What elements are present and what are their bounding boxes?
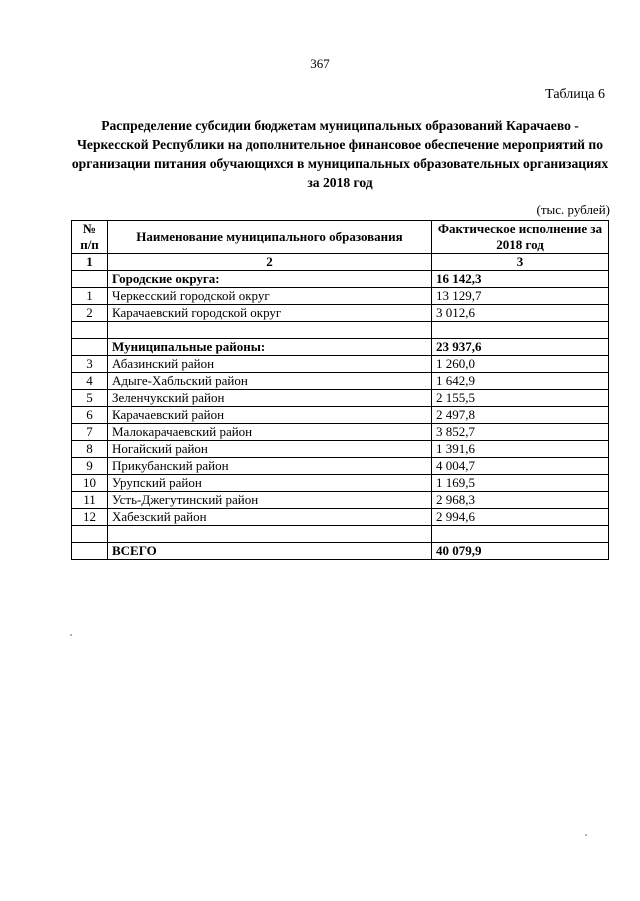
table-row bbox=[72, 509, 609, 526]
row-number bbox=[72, 339, 108, 356]
table-row bbox=[72, 390, 609, 407]
row-value: 1 391,6 bbox=[432, 441, 609, 458]
scan-speck bbox=[585, 834, 587, 836]
row-number: 2 bbox=[72, 305, 108, 322]
row-value: 2 497,8 bbox=[432, 407, 609, 424]
page-number: 367 bbox=[310, 56, 330, 71]
row-value: 13 129,7 bbox=[432, 288, 609, 305]
units-label: (тыс. рублей) bbox=[536, 202, 610, 217]
row-number: 5 bbox=[72, 390, 108, 407]
table-row bbox=[72, 441, 609, 458]
row-number: 9 bbox=[72, 458, 108, 475]
row-name: Урупский район bbox=[108, 475, 432, 492]
row-number: 8 bbox=[72, 441, 108, 458]
empty-row bbox=[72, 526, 609, 543]
row-number: 4 bbox=[72, 373, 108, 390]
table-row bbox=[72, 356, 609, 373]
row-value: 2 155,5 bbox=[432, 390, 609, 407]
row-number: 3 bbox=[72, 356, 108, 373]
total-row bbox=[72, 543, 609, 560]
empty-row bbox=[72, 322, 609, 339]
table-row bbox=[72, 288, 609, 305]
row-number: 10 bbox=[72, 475, 108, 492]
row-number: 1 bbox=[72, 288, 108, 305]
row-number: 7 bbox=[72, 424, 108, 441]
row-value: 1 260,0 bbox=[432, 356, 609, 373]
row-value: 2 968,3 bbox=[432, 492, 609, 509]
row-name: Прикубанский район bbox=[108, 458, 432, 475]
column-number: 3 bbox=[432, 254, 609, 271]
scan-speck bbox=[70, 634, 72, 636]
row-name: Карачаевский городской округ bbox=[108, 305, 432, 322]
section-label: Городские округа: bbox=[108, 271, 432, 288]
row-value: 3 852,7 bbox=[432, 424, 609, 441]
row-name: Карачаевский район bbox=[108, 407, 432, 424]
row-value: 1 169,5 bbox=[432, 475, 609, 492]
row-name: Малокарачаевский район bbox=[108, 424, 432, 441]
row-name: Черкесский городской округ bbox=[108, 288, 432, 305]
table-row bbox=[72, 373, 609, 390]
table-row bbox=[72, 424, 609, 441]
row-number: 6 bbox=[72, 407, 108, 424]
row-number bbox=[72, 271, 108, 288]
header-value: Фактическое исполнение за 2018 год bbox=[432, 221, 609, 254]
row-name: Адыге-Хабльский район bbox=[108, 373, 432, 390]
row-value: 3 012,6 bbox=[432, 305, 609, 322]
row-name: Усть-Джегутинский район bbox=[108, 492, 432, 509]
row-name: Зеленчукский район bbox=[108, 390, 432, 407]
table-row bbox=[72, 492, 609, 509]
total-value: 40 079,9 bbox=[432, 543, 609, 560]
table-row bbox=[72, 407, 609, 424]
section-label: Муниципальные районы: bbox=[108, 339, 432, 356]
header-name: Наименование муниципального образования bbox=[108, 221, 432, 254]
row-name: Абазинский район bbox=[108, 356, 432, 373]
row-value: 1 642,9 bbox=[432, 373, 609, 390]
row-value: 2 994,6 bbox=[432, 509, 609, 526]
table-label: Таблица 6 bbox=[545, 87, 605, 102]
row-number bbox=[72, 543, 108, 560]
section-total: 16 142,3 bbox=[432, 271, 609, 288]
column-number: 1 bbox=[72, 254, 108, 271]
subsidy-table bbox=[71, 220, 609, 560]
section-row-districts bbox=[72, 339, 609, 356]
column-number-row bbox=[72, 254, 609, 271]
row-number: 11 bbox=[72, 492, 108, 509]
row-name: Ногайский район bbox=[108, 441, 432, 458]
row-number: 12 bbox=[72, 509, 108, 526]
table-row bbox=[72, 475, 609, 492]
document-title: Распределение субсидии бюджетам муниципальных образований Карачаево - Черкесской Республики на дополнительное финансовое обеспечение мероприятий по организации питания обучающихся в муниципальных образовательных организациях за 2018 год bbox=[71, 118, 609, 190]
row-name: Хабезский район bbox=[108, 509, 432, 526]
table-header-row bbox=[72, 221, 609, 254]
total-label: ВСЕГО bbox=[108, 543, 432, 560]
table-row bbox=[72, 458, 609, 475]
section-total: 23 937,6 bbox=[432, 339, 609, 356]
row-value: 4 004,7 bbox=[432, 458, 609, 475]
table-row bbox=[72, 305, 609, 322]
section-row-urban bbox=[72, 271, 609, 288]
column-number: 2 bbox=[108, 254, 432, 271]
header-number: № п/п bbox=[72, 221, 108, 254]
